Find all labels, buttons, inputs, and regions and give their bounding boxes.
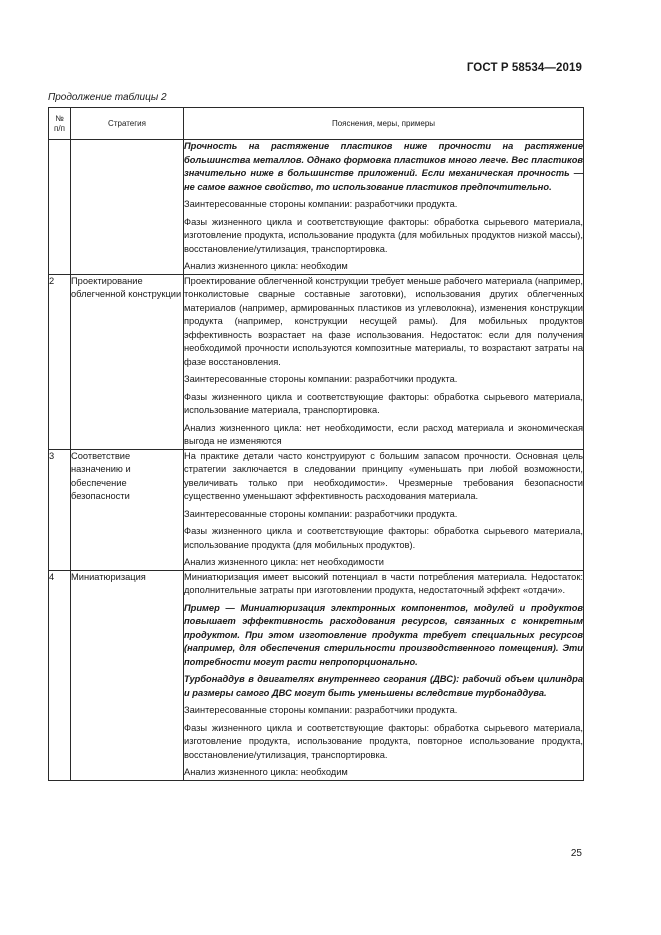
strategy-cell: Соответствие назначению и обеспечение безопасности xyxy=(71,449,184,570)
explanation-paragraph: Проектирование облегченной конструкции требует меньше рабочего материала (например, тонколистовые сварные составные заготовки), использования других облегченных материалов (например, армированных пластиков из углеволокна), изменения конструкции продукта (например, конструкции несущей рамы). Для мобильных продуктов эффективность возрастает на фазе использования. Недостаток: если для получения необходимой прочности используются композитные материалы, то возрастают затраты на фазе восстановления. xyxy=(184,275,583,367)
explanation-paragraph: Заинтересованные стороны компании: разработчики продукта. xyxy=(184,374,458,384)
explanation-paragraph: Анализ жизненного цикла: необходим xyxy=(184,261,348,271)
explanation-paragraph: Фазы жизненного цикла и соответствующие факторы: обработка сырьевого материала, изготовление продукта, использование продукта, повторное использование продукта, восстановление/утилизация, транспортировка. xyxy=(184,722,583,760)
strategy-cell xyxy=(71,140,184,275)
explanation-paragraph: На практике детали часто конструируют с большим запасом прочности. Основная цель стратегии заключается в следовании принципу «уменьшать при любой возможности, увеличивать только при необходимости». Чрезмерные требования безопасности существенно уменьшают эффективность расходования материала. xyxy=(184,450,583,501)
explanation-paragraph: Анализ жизненного цикла: нет необходимости xyxy=(184,557,384,567)
table-row xyxy=(49,570,584,780)
header-explanation: Пояснения, меры, примеры xyxy=(184,108,584,140)
explanation-paragraph: Фазы жизненного цикла и соответствующие факторы: обработка сырьевого материала, использование материала, транспортировка. xyxy=(184,391,583,415)
strategy-cell: Проектирование облегченной конструкции xyxy=(71,274,184,449)
header-num xyxy=(49,108,71,140)
table-row xyxy=(49,274,584,449)
strategy-cell: Миниатюризация xyxy=(71,570,184,780)
explanation-paragraph: Заинтересованные стороны компании: разработчики продукта. xyxy=(184,508,458,519)
header-strategy: Стратегия xyxy=(71,108,184,140)
page-number: 25 xyxy=(570,848,582,859)
explanation-paragraph: Заинтересованные стороны компании: разработчики продукта. xyxy=(184,705,458,715)
explanation-paragraph: Прочность на растяжение пластиков ниже прочности на растяжение большинства металлов. Однако формовка пластиков много легче. Вес пластиков значительно ниже в большинстве приложений. Если механическая прочность — не самое важное свойство, то использование пластиков предпочтительно. xyxy=(184,141,583,192)
explanation-paragraph: Миниатюризация имеет высокий потенциал в части потребления материала. Недостаток: дополнительные затраты при изготовлении продукта, недостаточный эффект «отдачи». xyxy=(184,571,583,595)
row-num-cell: 3 xyxy=(49,449,71,570)
table-row xyxy=(49,449,584,570)
explanation-paragraph: Заинтересованные стороны компании: разработчики продукта. xyxy=(184,199,458,209)
strategies-table xyxy=(48,107,584,781)
explanation-paragraph: Анализ жизненного цикла: необходим xyxy=(184,767,348,777)
explanation-paragraph: Анализ жизненного цикла: нет необходимости, если расход материала и экономическая выгода не изменяются xyxy=(184,422,583,446)
explanation-paragraph: Фазы жизненного цикла и соответствующие факторы: обработка сырьевого материала, использование продукта (для мобильных продуктов). xyxy=(184,526,583,550)
explanation-cell xyxy=(184,274,584,449)
explanation-paragraph: Фазы жизненного цикла и соответствующие факторы: обработка сырьевого материала, изготовление продукта, использование продукта (для мобильных продуктов низкой массы), восстановление/утилизация, транспортировка. xyxy=(184,216,583,254)
table-header-row xyxy=(49,108,584,140)
row-num-cell xyxy=(49,140,71,275)
example-paragraph: Пример — Миниатюризация электронных компонентов, модулей и продуктов повышает эффективность расходования ресурсов, связанных с конкретным продуктом. При этом изготовление продукта требует специальных ресурсов (например, для обеспечения стерильности производственного помещения). Эти потребности могут расти непропорционально. xyxy=(184,602,583,667)
standard-header: ГОСТ Р 58534—2019 xyxy=(466,62,582,74)
row-num-cell: 4 xyxy=(49,570,71,780)
explanation-cell xyxy=(184,570,584,780)
example-paragraph: Турбонаддув в двигателях внутреннего сгорания (ДВС): рабочий объем цилиндра и размеры самого ДВС могут быть уменьшены вследствие турбонаддува. xyxy=(184,674,583,698)
explanation-cell xyxy=(184,449,584,570)
explanation-cell xyxy=(184,140,584,275)
header-num-label: № п/п xyxy=(54,113,65,133)
table-continuation-caption: Продолжение таблицы 2 xyxy=(48,92,167,103)
row-num-cell: 2 xyxy=(49,274,71,449)
table-row xyxy=(49,140,584,275)
